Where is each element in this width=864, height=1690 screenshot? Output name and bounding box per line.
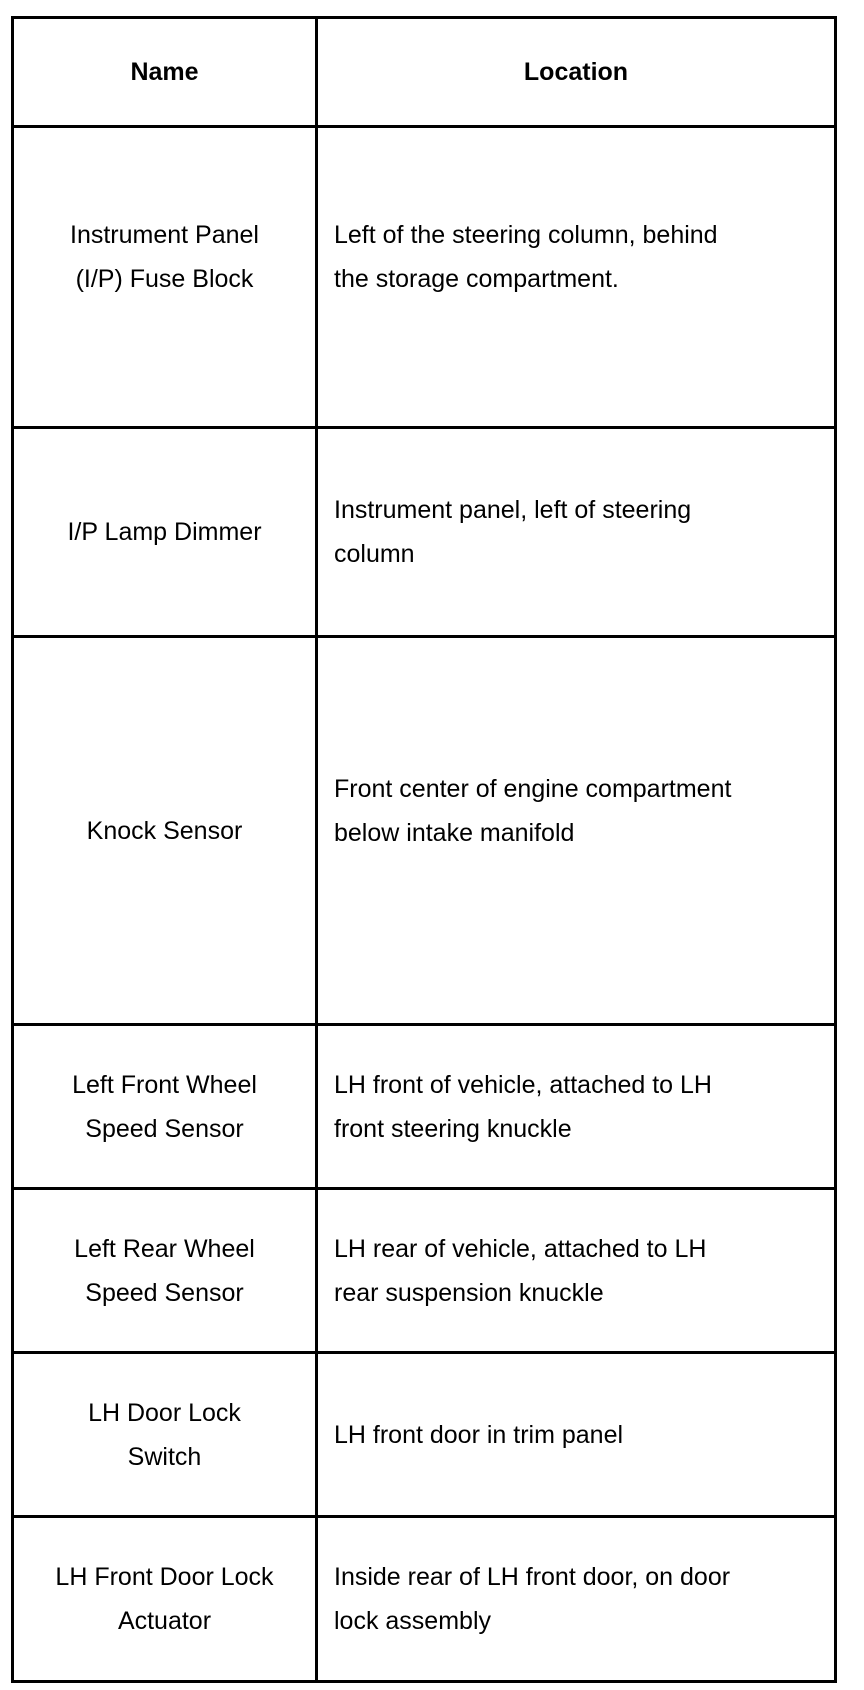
component-location-cell <box>317 1353 836 1517</box>
component-name: LH Front Door Lock Actuator <box>55 1563 274 1635</box>
table-header-row <box>13 18 836 127</box>
table-row <box>13 1189 836 1353</box>
component-location-cell <box>317 1025 836 1189</box>
location-column-header: Location <box>317 18 836 127</box>
component-name-cell <box>13 1353 317 1517</box>
table-row <box>13 1353 836 1517</box>
component-location: LH front door in trim panel <box>334 1420 624 1449</box>
component-name: I/P Lamp Dimmer <box>67 518 262 546</box>
component-name: LH Door Lock Switch <box>88 1398 241 1471</box>
table-row <box>13 1517 836 1682</box>
component-location-cell <box>317 428 836 637</box>
component-location: LH front of vehicle, attached to LH front steering knuckle <box>334 1070 712 1143</box>
component-location-cell <box>317 1517 836 1682</box>
table-row <box>13 428 836 637</box>
component-name: Instrument Panel (I/P) Fuse Block <box>70 221 259 293</box>
component-name-cell <box>13 1025 317 1189</box>
component-name-cell <box>13 1189 317 1353</box>
component-location: LH rear of vehicle, attached to LH rear suspension knuckle <box>334 1234 707 1307</box>
component-name-cell <box>13 127 317 428</box>
component-location: Front center of engine compartment below intake manifold <box>334 774 732 847</box>
name-column-header: Name <box>13 18 317 127</box>
component-name-cell <box>13 428 317 637</box>
component-location: Instrument panel, left of steering column <box>334 496 692 568</box>
component-location-cell <box>317 127 836 428</box>
component-location: Left of the steering column, behind the storage compartment. <box>334 221 718 293</box>
component-location-table <box>11 16 837 1683</box>
table-row <box>13 1025 836 1189</box>
component-name-cell <box>13 637 317 1025</box>
component-location: Inside rear of LH front door, on door lock assembly <box>334 1563 731 1635</box>
component-name: Knock Sensor <box>86 816 243 845</box>
component-name: Left Front Wheel Speed Sensor <box>72 1070 257 1143</box>
component-location-cell <box>317 1189 836 1353</box>
component-name: Left Rear Wheel Speed Sensor <box>74 1234 255 1307</box>
table-row <box>13 127 836 428</box>
table-row <box>13 637 836 1025</box>
component-location-cell <box>317 637 836 1025</box>
component-name-cell <box>13 1517 317 1682</box>
